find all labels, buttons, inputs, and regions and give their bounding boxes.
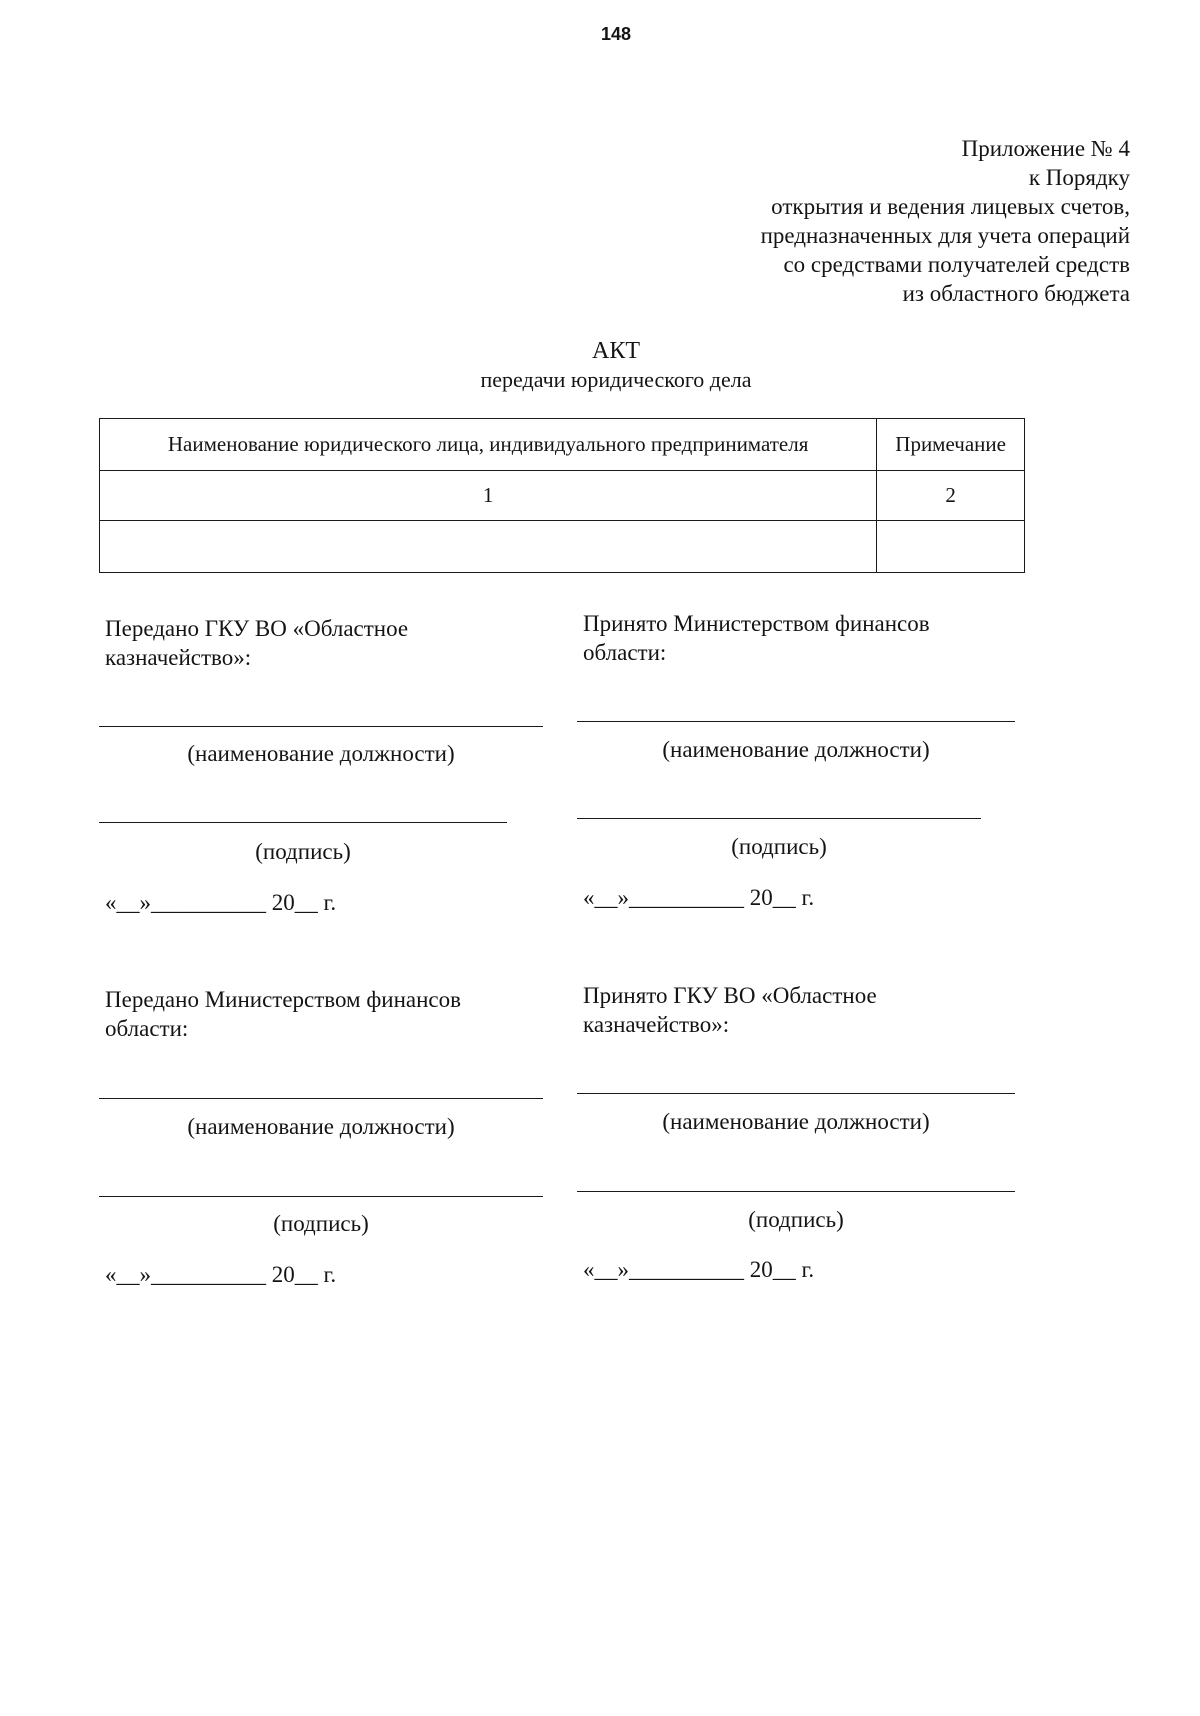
date-line: «__»__________ 20__ г. [583,885,815,910]
receive-block-label [583,981,877,1039]
block-label-line: области: [105,1016,189,1041]
signature-line[interactable] [99,822,507,823]
table-header-row [100,419,1025,471]
table-cell-note[interactable] [877,521,1025,573]
signature-line[interactable] [577,818,981,819]
handover-table [99,418,1025,573]
date-line: «__»__________ 20__ г. [583,1257,815,1282]
date-line: «__»__________ 20__ г. [105,1262,337,1287]
position-caption: (наименование должности) [662,737,930,762]
table-row [100,521,1025,573]
appendix-line: предназначенных для учета операций [760,223,1130,248]
block-label-line: Принято Министерством финансов [583,611,930,636]
appendix-line: открытия и ведения лицевых счетов, [771,194,1130,219]
position-line[interactable] [577,721,1015,722]
date-line: «__»__________ 20__ г. [105,890,337,915]
position-line[interactable] [99,726,543,727]
column-number-row [100,471,1025,521]
signature-caption: (подпись) [748,1207,844,1232]
act-title: АКТ [592,338,640,364]
block-label-line: Принято ГКУ ВО «Областное [583,983,877,1008]
block-label-line: Передано Министерством финансов [105,987,461,1012]
appendix-line: к Порядку [1028,165,1130,190]
appendix-line: из областного бюджета [902,281,1130,306]
appendix-reference [761,134,1130,308]
position-caption: (наименование должности) [662,1109,930,1134]
column-number: 2 [877,471,1025,521]
block-label-line: Передано ГКУ ВО «Областное [105,616,409,641]
position-line[interactable] [577,1093,1015,1094]
column-header-entity-name: Наименование юридического лица, индивидуального предпринимателя [100,419,877,471]
appendix-line: со средствами получателей средств [783,252,1130,277]
signature-line[interactable] [99,1196,543,1197]
block-label-line: казначейство»: [583,1012,730,1037]
act-subtitle: передачи юридического дела [480,367,752,392]
page-number: 148 [600,24,632,44]
position-line[interactable] [99,1098,543,1099]
position-caption: (наименование должности) [187,741,455,766]
appendix-line: Приложение № 4 [961,136,1130,161]
signature-line[interactable] [577,1191,1015,1192]
position-caption: (наименование должности) [187,1114,455,1139]
table-cell-entity-name[interactable] [100,521,877,573]
block-label-line: области: [583,640,667,665]
column-number: 1 [100,471,877,521]
signature-caption: (подпись) [731,834,827,859]
receive-block-label [583,609,930,667]
signature-caption: (подпись) [273,1211,369,1236]
column-header-note: Примечание [877,419,1025,471]
transfer-block-label [105,614,408,672]
signature-caption: (подпись) [255,839,351,864]
block-label-line: казначейство»: [105,645,252,670]
transfer-block-label [105,985,461,1043]
